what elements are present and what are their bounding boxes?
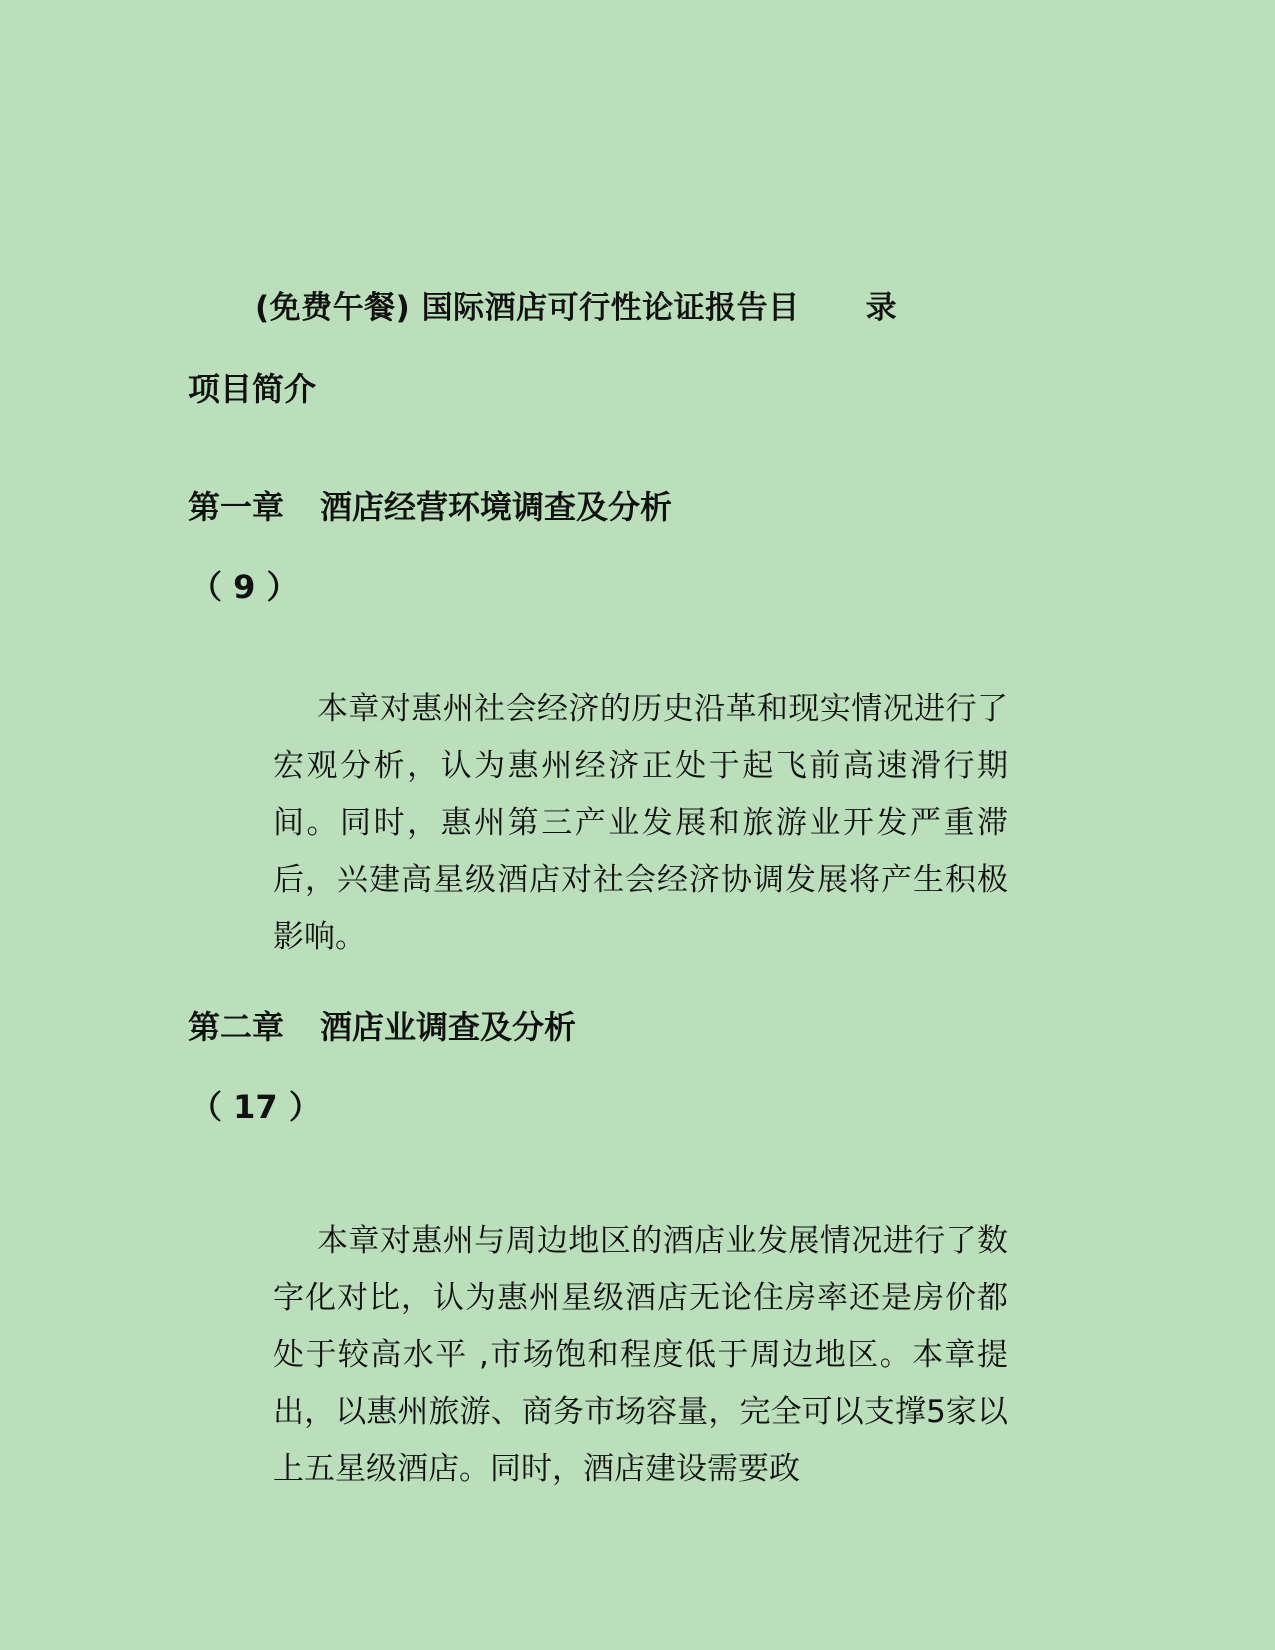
document-title-end: 录 [865,290,898,326]
chapter-2-summary: 本章对惠州与周边地区的酒店业发展情况进行了数字化对比，认为惠州星级酒店无论住房率还是房价都处于较高水平 ,市场饱和程度低于周边地区。本章提出，以惠州旅游、商务市场容量，完全可以支撑5家以上五星级酒店。同时，酒店建设需要政 [273,1223,1008,1487]
chapter-2-number: 第二章 [188,1008,285,1046]
chapter-2-name: 酒店业调查及分析 [320,1008,577,1046]
intro-heading: 项目简介 [188,370,317,408]
chapter-1-name: 酒店经营环境调查及分析 [320,488,673,526]
chapter-1-heading [188,482,672,528]
chapter-1-number: 第一章 [188,488,285,526]
document-title [255,282,897,327]
document-title-main: (免费午餐) 国际酒店可行性论证报告目 [255,290,800,326]
chapter-1-summary: 本章对惠州社会经济的历史沿革和现实情况进行了宏观分析，认为惠州经济正处于起飞前高速滑行期间。同时，惠州第三产业发展和旅游业开发严重滞后，兴建高星级酒店对社会经济协调发展将产生积极影响。 [273,691,1008,955]
chapter-1-page: （ 9 ） [190,568,299,606]
chapter-2-page: （ 17 ） [190,1088,321,1126]
chapter-2-heading [188,1002,576,1048]
